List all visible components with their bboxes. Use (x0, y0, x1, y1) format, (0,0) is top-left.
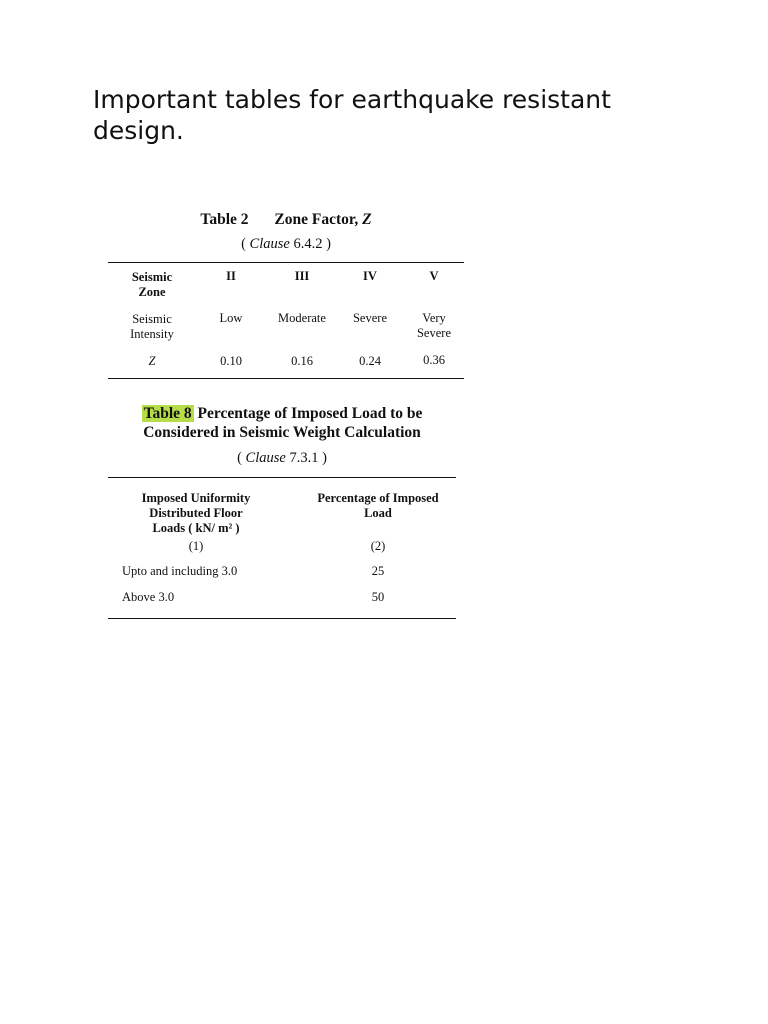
table-8-highlighted-label: Table 8 (143, 405, 192, 422)
load-range: Above 3.0 (122, 590, 175, 604)
z-value-iv: 0.24 (359, 354, 381, 368)
zone-factor-table-label: Table 2 (200, 211, 249, 228)
page-heading-line-1: Important tables for earthquake resistant (93, 85, 611, 114)
clause-ref: 6.4.2 (293, 236, 323, 252)
z-label: Z (148, 354, 156, 368)
table-header-row (108, 478, 456, 534)
imposed-load-header: Imposed Uniformity Distributed Floor Loads ( kN/ m² ) (141, 491, 251, 535)
zone-ii: II (226, 269, 236, 283)
imposed-load-table (108, 404, 456, 619)
column-number-row (108, 534, 456, 560)
zone-iv: IV (363, 269, 377, 283)
seismic-intensity-label: Seismic Intensity (130, 312, 174, 341)
imposed-load-title-line-1: Percentage of Imposed Load to be (197, 405, 423, 422)
table-row (108, 586, 456, 612)
table-rule-bottom (108, 618, 456, 619)
clause-word: Clause (249, 236, 290, 252)
percent-value: 50 (371, 590, 385, 604)
load-range: Upto and including 3.0 (122, 564, 238, 578)
zone-iii: III (294, 269, 310, 283)
z-value-v: 0.36 (423, 353, 445, 367)
zone-factor-table-clause: ( Clause 6.4.2 ) (241, 236, 331, 252)
imposed-load-table-clause: ( Clause 7.3.1 ) (237, 450, 327, 466)
intensity-moderate: Moderate (278, 311, 326, 325)
imposed-load-table-caption (108, 404, 456, 442)
seismic-zone-header: Seismic Zone (131, 270, 173, 299)
zone-factor-symbol: Z (362, 211, 372, 228)
table-rule-bottom (108, 378, 464, 379)
zone-factor-table-caption (108, 210, 464, 230)
table-row (108, 263, 464, 305)
z-value-iii: 0.16 (291, 354, 313, 368)
zone-factor-table-title: Zone Factor, (274, 211, 359, 228)
table-row (108, 349, 464, 374)
page-heading (93, 84, 693, 146)
clause-word: Clause (245, 450, 286, 466)
intensity-very-severe: Very Severe (416, 311, 451, 340)
z-value-ii: 0.10 (220, 354, 242, 368)
intensity-severe: Severe (352, 311, 387, 325)
intensity-low: Low (219, 311, 243, 325)
column-number-2: (2) (370, 539, 386, 553)
page-heading-line-2: design. (93, 116, 184, 145)
table-row (108, 560, 456, 586)
table-row (108, 305, 464, 349)
clause-ref: 7.3.1 (289, 450, 319, 466)
column-number-1: (1) (188, 539, 204, 553)
zone-v: V (429, 269, 439, 283)
imposed-load-title-line-2: Considered in Seismic Weight Calculation (143, 424, 421, 441)
percent-value: 25 (371, 564, 385, 578)
percentage-header: Percentage of Imposed Load (317, 491, 439, 520)
zone-factor-table (108, 210, 464, 379)
